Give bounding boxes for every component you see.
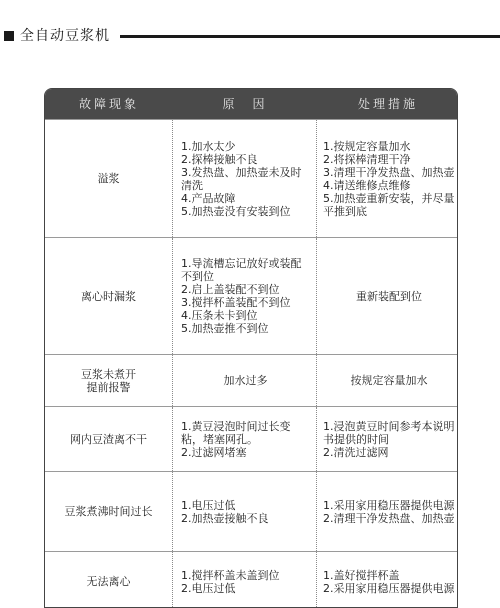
cause-cell — [173, 472, 317, 551]
cause-item: 2.探棒接触不良 — [181, 152, 258, 166]
cause-cell — [173, 120, 317, 237]
action-cell — [317, 407, 458, 471]
action-cell — [317, 355, 458, 406]
table-row — [45, 354, 457, 406]
action-item: 5.加热壶重新安装，并尽量平推到底 — [323, 191, 455, 218]
table-row — [45, 551, 457, 608]
symptom-cell — [45, 472, 173, 551]
table-row — [45, 406, 457, 471]
cause-item: 1.黄豆浸泡时间过长变粘，堵塞网孔。 — [181, 419, 291, 446]
symptom-cell — [45, 120, 173, 237]
symptom-cell — [45, 552, 173, 608]
action-item: 2.清洗过滤网 — [323, 445, 389, 459]
cause-item: 加水过多 — [223, 374, 268, 387]
symptom-cell — [45, 355, 173, 406]
column-header-action: 处理措施 — [357, 97, 418, 111]
cause-item: 1.电压过低 — [181, 498, 236, 512]
troubleshooting-table — [44, 88, 458, 608]
symptom-text: 离心时漏浆 — [81, 289, 136, 303]
cause-item: 2.加热壶接触不良 — [181, 511, 269, 525]
cause-item: 2.电压过低 — [181, 581, 236, 595]
symptom-text: 无法离心 — [86, 575, 131, 588]
action-item: 1.采用家用稳压器提供电源 — [323, 498, 455, 512]
section-title-bar — [0, 26, 500, 46]
symptom-text: 溢浆 — [97, 172, 120, 185]
action-cell — [317, 472, 458, 551]
action-item: 2.采用家用稳压器提供电源 — [323, 581, 455, 595]
cause-item: 1.导流槽忘记放好或装配不到位 — [181, 257, 302, 283]
title-marker — [4, 31, 14, 41]
action-item: 2.清理干净发热盘、加热壶 — [323, 511, 455, 525]
cause-item: 3.搅拌杯盖装配不到位 — [181, 296, 291, 309]
action-cell — [317, 238, 458, 354]
symptom-text: 豆浆煮沸时间过长 — [64, 505, 153, 518]
table-row — [45, 471, 457, 551]
action-cell — [317, 552, 458, 608]
symptom-cell — [45, 238, 173, 354]
action-item: 2.将探棒清理干净 — [323, 152, 411, 166]
action-item: 3.清理干净发热盘、加热壶 — [323, 165, 455, 179]
cause-item: 3.发热盘、加热壶未及时清洗 — [181, 165, 302, 192]
action-item: 1.盖好搅拌杯盖 — [323, 568, 400, 582]
symptom-text: 网内豆渣离不干 — [70, 432, 147, 446]
cause-item: 1.加水太少 — [181, 139, 236, 153]
action-item: 1.按规定容量加水 — [323, 139, 411, 153]
cause-cell — [173, 552, 317, 608]
cause-cell — [173, 238, 317, 354]
table-header — [45, 89, 457, 119]
cause-cell — [173, 355, 317, 406]
cause-item: 2.过滤网堵塞 — [181, 445, 247, 459]
action-item: 4.请送维修点维修 — [323, 178, 411, 192]
cause-item: 5.加热壶没有安装到位 — [181, 204, 291, 218]
cause-item: 4.压条未卡到位 — [181, 309, 258, 322]
column-header-symptom: 故障现象 — [78, 97, 139, 111]
cause-item: 1.搅拌杯盖未盖到位 — [181, 568, 280, 582]
cause-item: 2.启上盖装配不到位 — [181, 283, 280, 296]
table-row — [45, 119, 457, 237]
action-item: 1.浸泡黄豆时间参考本说明书提供的时间 — [323, 419, 455, 446]
action-item: 按规定容量加水 — [350, 374, 428, 387]
cause-cell — [173, 407, 317, 471]
cause-item: 4.产品故障 — [181, 191, 236, 205]
action-item: 重新装配到位 — [356, 289, 422, 303]
section-title: 全自动豆浆机 — [20, 28, 110, 44]
table-row — [45, 237, 457, 354]
symptom-text: 豆浆未煮开 提前报警 — [81, 367, 136, 394]
symptom-cell — [45, 407, 173, 471]
column-header-cause: 原 因 — [222, 97, 268, 111]
title-rule — [120, 35, 500, 38]
action-cell — [317, 120, 458, 237]
cause-item: 5.加热壶推不到位 — [181, 322, 269, 335]
